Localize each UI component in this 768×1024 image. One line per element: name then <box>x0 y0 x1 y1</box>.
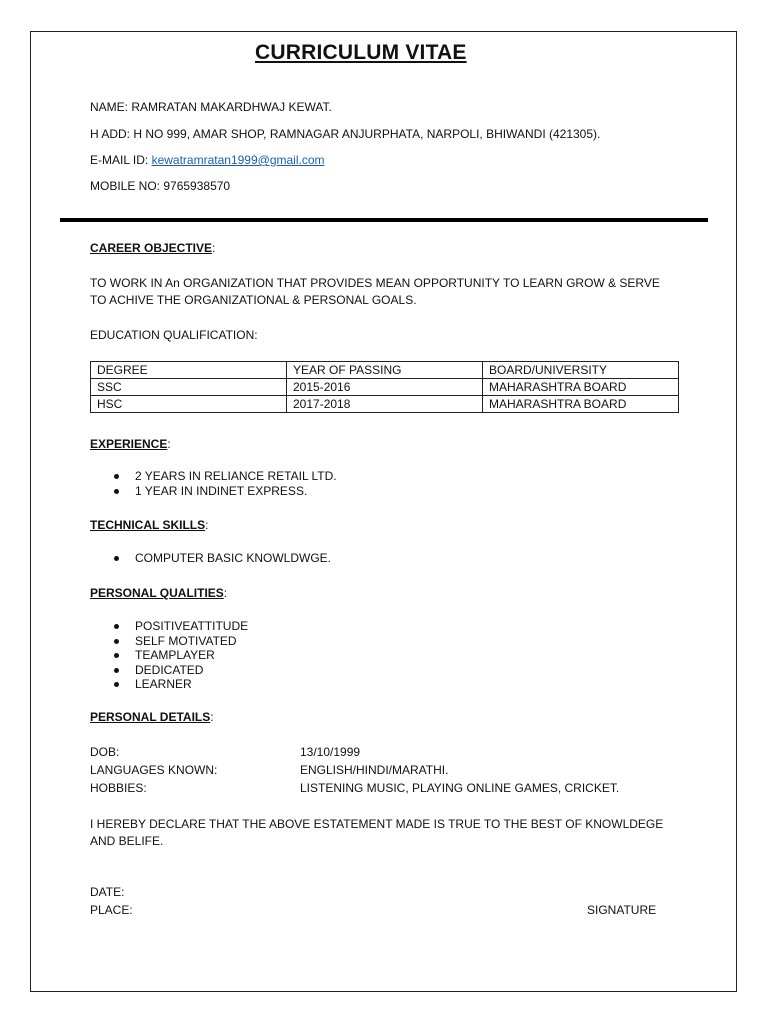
bullet-icon <box>114 474 119 479</box>
page-title: CURRICULUM VITAE <box>255 41 467 64</box>
dob-label: DOB: <box>90 745 120 759</box>
heading-colon: : <box>223 586 228 600</box>
career-objective-text: TO WORK IN An ORGANIZATION THAT PROVIDES MEAN OPPORTUNITY TO LEARN GROW & SERVE TO ACHIVE THE ORGANIZATIONAL & PERSONAL GOALS. <box>90 276 660 307</box>
list-item <box>90 634 248 649</box>
signature-label: SIGNATURE <box>587 903 657 917</box>
table-header-row <box>91 362 679 379</box>
personal-details-heading-row <box>90 710 214 724</box>
bullet-icon <box>114 624 119 629</box>
bullet-icon <box>114 489 119 494</box>
list-item-text: 2 YEARS IN RELIANCE RETAIL LTD. <box>135 469 337 483</box>
technical-skills-heading-row <box>90 518 208 532</box>
experience-heading-row <box>90 437 171 451</box>
table-cell-board: MAHARASHTRA BOARD <box>483 396 679 413</box>
date-label: DATE: <box>90 885 125 899</box>
technical-skills-heading: TECHNICAL SKILLS <box>90 518 206 532</box>
bullet-icon <box>114 639 119 644</box>
table-row <box>91 379 679 396</box>
header-divider <box>60 218 708 222</box>
education-heading: EDUCATION QUALIFICATION: <box>90 328 258 342</box>
table-header-degree: DEGREE <box>91 362 287 379</box>
bullet-icon <box>114 653 119 658</box>
personal-qualities-heading: PERSONAL QUALITIES <box>90 586 224 600</box>
list-item-text: SELF MOTIVATED <box>135 633 237 648</box>
list-item <box>90 469 337 484</box>
table-header-year: YEAR OF PASSING <box>287 362 483 379</box>
list-item-text: POSITIVEATTITUDE <box>135 619 249 633</box>
career-objective-heading: CAREER OBJECTIVE <box>90 241 213 255</box>
place-label: PLACE: <box>90 903 133 917</box>
technical-skills-list <box>90 551 331 566</box>
heading-colon: : <box>205 518 209 532</box>
declaration-text: I HEREBY DECLARE THAT THE ABOVE ESTATEMENT MADE IS TRUE TO THE BEST OF KNOWLDEGE AND BELIFE. <box>90 817 664 848</box>
hobbies-value: LISTENING MUSIC, PLAYING ONLINE GAMES, CRICKET. <box>300 781 620 795</box>
bullet-icon <box>114 682 119 687</box>
contact-name: NAME: RAMRATAN MAKARDHWAJ KEWAT. <box>90 100 332 114</box>
heading-colon: : <box>212 241 216 255</box>
list-item-text: 1 YEAR IN INDINET EXPRESS. <box>135 483 308 498</box>
languages-label: LANGUAGES KNOWN: <box>90 763 218 777</box>
bullet-icon <box>114 668 119 673</box>
experience-list <box>90 469 337 498</box>
table-cell-degree: SSC <box>91 379 287 396</box>
table-cell-year: 2017-2018 <box>287 396 483 413</box>
table-header-board: BOARD/UNIVERSITY <box>483 362 679 379</box>
career-objective-heading-row <box>90 241 215 255</box>
email-link[interactable]: kewatramratan1999@gmail.com <box>151 153 325 167</box>
contact-address: H ADD: H NO 999, AMAR SHOP, RAMNAGAR ANJURPHATA, NARPOLI, BHIWANDI (421305). <box>90 127 601 141</box>
education-table <box>90 361 679 413</box>
list-item <box>90 484 337 499</box>
personal-qualities-list <box>90 619 248 692</box>
personal-details-heading: PERSONAL DETAILS <box>90 710 211 724</box>
contact-email-row <box>90 153 325 167</box>
hobbies-label: HOBBIES: <box>90 781 147 795</box>
experience-heading: EXPERIENCE <box>90 437 168 451</box>
list-item <box>90 648 248 663</box>
bullet-icon <box>114 556 119 561</box>
list-item-text: DEDICATED <box>135 662 204 677</box>
email-label: E-MAIL ID: <box>90 153 152 167</box>
heading-colon: : <box>167 437 171 451</box>
list-item <box>90 619 248 634</box>
table-row <box>91 396 679 413</box>
list-item <box>90 663 248 678</box>
contact-mobile: MOBILE NO: 9765938570 <box>90 179 231 193</box>
table-cell-year: 2015-2016 <box>287 379 483 396</box>
table-cell-board: MAHARASHTRA BOARD <box>483 379 679 396</box>
list-item-text: LEARNER <box>135 677 192 691</box>
heading-colon: : <box>210 710 214 724</box>
personal-qualities-heading-row <box>90 586 227 600</box>
dob-value: 13/10/1999 <box>300 745 361 759</box>
languages-value: ENGLISH/HINDI/MARATHI. <box>300 763 449 777</box>
list-item-text: TEAMPLAYER <box>135 648 215 662</box>
list-item-text: COMPUTER BASIC KNOWLDWGE. <box>135 551 332 565</box>
table-cell-degree: HSC <box>91 396 287 413</box>
list-item <box>90 677 248 692</box>
list-item <box>90 551 331 566</box>
